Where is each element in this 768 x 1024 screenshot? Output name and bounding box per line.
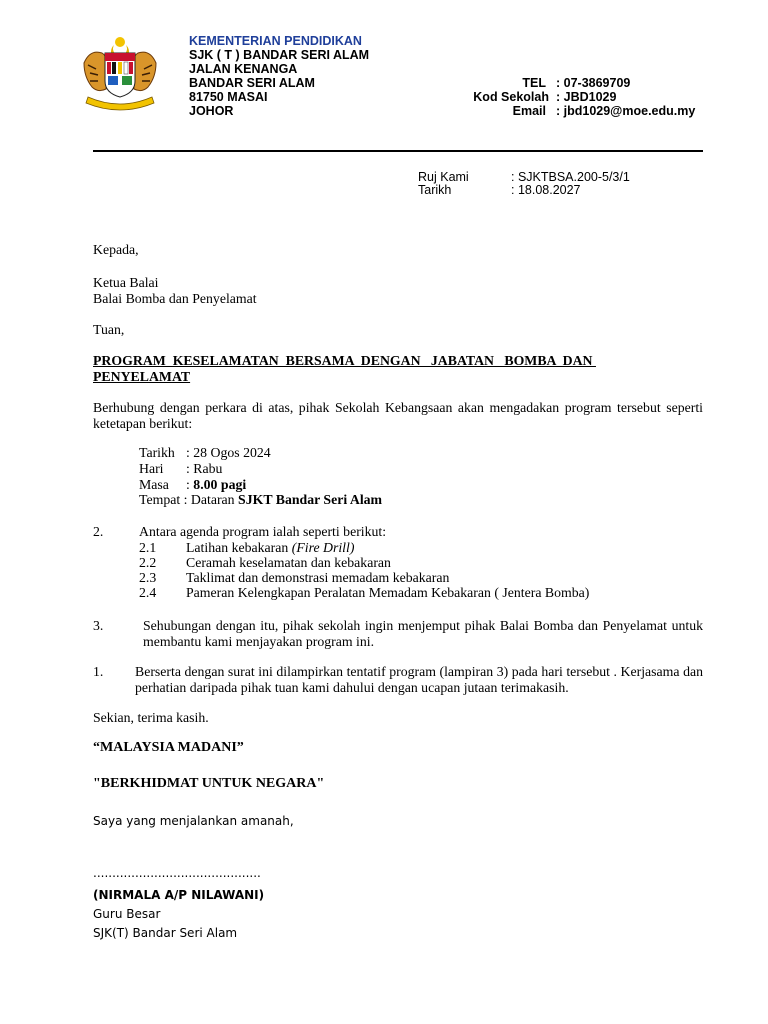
intro-paragraph: Berhubung dengan perkara di atas, pihak Sekolah Kebangsaan akan mengadakan program tersebut seperti ketetapan berikut:: [93, 400, 703, 431]
recipient-organisation: Balai Bomba dan Penyelamat: [93, 291, 257, 306]
reference-value: : SJKTBSA.200-5/3/1: [511, 170, 630, 184]
detail-masa: [186, 477, 246, 493]
closing-text: Sekian, terima kasih.: [93, 710, 209, 725]
agenda-item-text: Pameran Kelengkapan Peralatan Memadam Kebakaran ( Jentera Bomba): [186, 585, 590, 600]
detail-hari-label: Hari: [139, 461, 164, 476]
agenda-item-text: Taklimat dan demonstrasi memadam kebakaran: [186, 570, 450, 585]
tel-label: TEL: [522, 76, 546, 90]
section4-text: Berserta dengan surat ini dilampirkan tentatif program (lampiran 3) pada hari tersebut . Kerjasama dan perhatian daripada pihak tuan kami dahului dengan ucapan jutaan terimakasih.: [135, 664, 703, 695]
tel-value: : 07-3869709: [556, 76, 631, 90]
motto-berkhidmat: "BERKHIDMAT UNTUK NEGARA": [93, 776, 325, 791]
recipient-title: Ketua Balai: [93, 275, 159, 290]
school-name: SJK ( T ) BANDAR SERI ALAM: [189, 48, 370, 62]
agenda-item-number: 2.3: [139, 570, 157, 585]
agenda-item-number: 2.1: [139, 540, 157, 555]
signatory-school: SJK(T) Bandar Seri Alam: [93, 926, 238, 940]
school-code-value: : JBD1029: [556, 90, 617, 104]
detail-masa-label: Masa: [139, 477, 169, 492]
school-code-label: Kod Sekolah: [473, 90, 549, 104]
subject-line-2: PENYELAMAT: [93, 369, 191, 384]
signatory-name: (NIRMALA A/P NILAWANI): [93, 888, 265, 902]
section2-text: Antara agenda program ialah seperti berikut:: [139, 524, 387, 539]
signature-line: ............................................: [93, 866, 261, 880]
detail-tempat-prefix: : Dataran: [183, 492, 239, 507]
email-value: : jbd1029@moe.edu.my: [556, 104, 696, 118]
postcode-address: 81750 MASAI: [189, 90, 268, 104]
email-label: Email: [512, 104, 546, 118]
agenda-item-number: 2.4: [139, 585, 157, 600]
motto-malaysia-madani: “MALAYSIA MADANI”: [93, 740, 244, 755]
street-address: JALAN KENANGA: [189, 62, 298, 76]
detail-tempat-label: Tempat: [139, 492, 181, 507]
section4-number: 1.: [93, 664, 104, 679]
section3-number: 3.: [93, 618, 104, 633]
greeting: Tuan,: [93, 322, 125, 337]
detail-masa-colon: :: [186, 477, 194, 492]
section3-text: Sehubungan dengan itu, pihak sekolah ingin menjemput pihak Balai Bomba dan Penyelamat untuk membantu kami menjayakan program ini.: [143, 618, 703, 649]
town-address: BANDAR SERI ALAM: [189, 76, 315, 90]
agenda-item: [186, 540, 354, 556]
header-divider: [93, 150, 703, 152]
agenda-item-number: 2.2: [139, 555, 157, 570]
section2-number: 2.: [93, 524, 104, 539]
detail-tempat: [139, 492, 382, 508]
signature-intro: Saya yang menjalankan amanah,: [93, 814, 294, 828]
agenda-item-text: Latihan kebakaran: [186, 540, 292, 555]
signatory-position: Guru Besar: [93, 907, 161, 921]
date-value: : 18.08.2027: [511, 183, 581, 197]
detail-tarikh-label: Tarikh: [139, 445, 175, 460]
agenda-item-italic: (Fire Drill): [291, 540, 355, 555]
state-address: JOHOR: [189, 104, 234, 118]
detail-hari-value: : Rabu: [186, 461, 223, 476]
salutation-to: Kepada,: [93, 242, 139, 257]
subject-line-1: PROGRAM KESELAMATAN BERSAMA DENGAN JABATAN BOMBA DAN: [93, 353, 596, 368]
reference-label: Ruj Kami: [418, 170, 469, 184]
date-label: Tarikh: [418, 183, 452, 197]
detail-masa-value: 8.00 pagi: [193, 477, 247, 492]
ministry-name: KEMENTERIAN PENDIDIKAN: [189, 34, 362, 48]
detail-tarikh-value: : 28 Ogos 2024: [186, 445, 271, 460]
detail-tempat-value: SJKT Bandar Seri Alam: [238, 492, 383, 507]
coat-of-arms-icon: [78, 33, 162, 113]
agenda-item-text: Ceramah keselamatan dan kebakaran: [186, 555, 391, 570]
